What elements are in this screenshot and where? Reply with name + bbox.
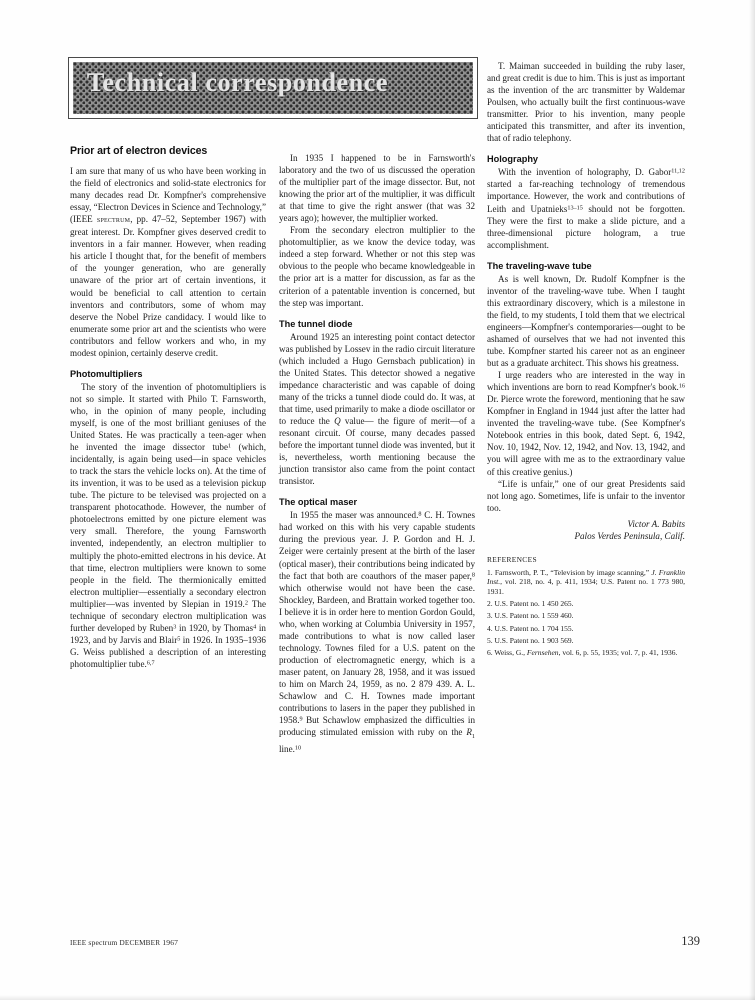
column-one — [70, 145, 266, 670]
r-subscript: 1 — [471, 732, 475, 740]
ref-text-a: U.S. Patent no. 1 450 265. — [494, 599, 574, 609]
optical-maser-paragraph-2: T. Maiman succeeded in building the ruby laser, and great credit is due to him. This is just as important as the invention of the arc transmitter by Waldemar Poulsen, who actually built the first continuous-wave transmitter. Prior to his invention, many people anticipated this transmitter, and after its invention, that of radio telephony. — [487, 61, 685, 144]
pm-text-c: The technique of secondary electron multiplication was further developed by Ruben — [70, 598, 266, 633]
hg-text-b: started a far-reaching technology of tremendous importance. However, the work and contributions of Leith and Upatnieks — [487, 179, 685, 214]
ref-journal: J. Franklin Inst. — [487, 567, 686, 587]
footnote-ref-16: 16 — [678, 382, 685, 390]
ref-text-b: , vol. 6, p. 55, 1935; vol. 7, p. 41, 1936. — [558, 648, 678, 658]
footnote-ref-11-12: 11,12 — [671, 167, 685, 175]
pm-text-e: in 1923, and by Jarvis and Blair — [70, 622, 266, 645]
tunnel-diode-paragraph-1 — [279, 331, 475, 488]
signature-block — [487, 518, 685, 542]
footnote-ref-10: 10 — [294, 744, 302, 752]
reference-item — [487, 611, 685, 621]
om-text-a: In 1955 the maser was announced. — [290, 510, 419, 521]
footnote-ref-8: 8 — [418, 510, 422, 518]
scan-edge-right — [749, 0, 755, 1000]
ref-journal: Fernsehen — [526, 648, 559, 658]
ref-text-b: , vol. 218, no. 4, p. 411, 1934; U.S. Patent no. 1 773 980, 1931. — [487, 577, 685, 596]
hg-text-a: With the invention of holography, D. Gabor — [498, 167, 672, 178]
references-block — [487, 555, 685, 658]
footer-spectrum: spectrum — [86, 938, 120, 947]
photomultipliers-paragraph-2: In 1935 I happened to be in Farnsworth's laboratory and the two of us discussed the operation of the multiplier part of the image dissector. But, not knowing the prior art of the multiplier, it was difficult at that time to give the right answer (that was 32 years ago); however, the multiplier worked. — [279, 153, 475, 224]
references-heading: REFERENCES — [487, 554, 537, 564]
footnote-ref-4: 4 — [253, 623, 257, 631]
ref-text-a: U.S. Patent no. 1 903 569. — [494, 635, 574, 645]
hg-text-c: should not be forgotten. They were the first to make a slide picture, and a three-dimensional picture hologram, a true accomplishment. — [487, 203, 685, 250]
ref-number: 3. — [487, 611, 493, 621]
footer-year: 1967 — [160, 938, 179, 947]
twt-text-a: I urge readers who are interested in the way in which inventions are born to read Kompfner's book. — [487, 370, 685, 393]
footnote-ref-5: 5 — [177, 635, 181, 643]
section-heading-tunnel-diode: The tunnel diode — [279, 318, 353, 329]
scan-edge-bottom — [0, 995, 755, 1000]
reference-item — [487, 568, 685, 597]
reference-item — [487, 636, 685, 646]
footnote-ref-1: 1 — [228, 442, 232, 450]
pm-text-d: in 1920, by Thomas — [176, 622, 254, 633]
footnote-ref-2: 2 — [244, 599, 248, 607]
twt-text-b: Dr. Pierce wrote the foreword, mentioning that he saw Kompfner in England in 1944 just after the latter had invented the traveling-wave tube. (See Kompfner's Notebook entries in this book, dated Sept. 6, 1942, Nov. 10, 1942, Nov. 12, 1942, and Nov. 13, 1942, and you will agree with me as to the extraordinary value of this creative genius.) — [487, 394, 685, 477]
pm-text-b: (which, incidentally, is again being used—in space vehicles to track the stars the vehicle locks on). At the time of its invention, it was to be used as a television pickup tube. The picture to be televised was projected on a transparent photocathode. However, the number of photoelectrons emitted by one picture element was very small. Therefore, the young Farnsworth invented, independently, an electron multiplier to multiply the photo-emitted electrons in his device. At that time, electron multipliers were known to some people in the field. The thermionically emitted electron multiplier—essentially a secondary electron multiplier—was invented by Slepian in 1919. — [70, 442, 266, 609]
twt-paragraph-3: “Life is unfair,” one of our great Presidents said not long ago. Sometimes, life is unfair to the inventor too. — [487, 478, 685, 513]
om-text-c: which otherwise would not have been the case. Shockley, Bardeen, and Brattain worked together too. I believe it is in order here to mention Gordon Gould, who, when working at Columbia University in 1957, made contributions to what is now called laser technology. Townes filed for a U.S. patent on the production of electromagnetic energy, which is a maser patent, on January 28, 1958, and it was issued to him on March 24, 1959, as no. 2 879 439. A. L. Schawlow and C. H. Townes made important contributions to lasers in the paper they published in 1958. — [279, 582, 475, 726]
footnote-ref-3: 3 — [173, 623, 177, 631]
twt-paragraph-1: As is well known, Dr. Rudolf Kompfner is the inventor of the traveling-wave tube. When I taught this extraordinary discovery, which is a milestone in the field, to my students, I told them that we electrical engineers—Kompfner's contemporaries—ought to be ashamed of ourselves that we had not invented this tube. Kompfner started his career not as an engineer but as a graduate architect. This shows his greatness. — [487, 273, 685, 369]
footnote-ref-6: 6,7 — [146, 659, 155, 667]
ref-number: 6. — [487, 648, 493, 658]
footnote-ref-13-15: 13–15 — [567, 203, 583, 211]
ref-number: 5. — [487, 635, 493, 645]
twt-paragraph-2 — [487, 369, 685, 477]
ref-text-a: Weiss, G., — [494, 648, 527, 658]
spectrum-smallcaps: spectrum — [96, 215, 131, 225]
ref-text-a: U.S. Patent no. 1 704 155. — [494, 623, 574, 633]
banner-title: Technical correspondence — [87, 68, 389, 97]
author-location: Palos Verdes Peninsula, Calif. — [574, 530, 685, 541]
page-number: 139 — [681, 934, 700, 948]
td-text-a: Around 1925 an interesting point contact detector was published by Lossev in the radio circuit literature (which included a Hugo Gernsbach publication) in the United States. This detector showed a negative impedance characteristic and was capable of doing many of the tricks a tunnel diode could do. It was, at that time, used primarily to make a diode oscillator or to reduce the — [279, 331, 475, 426]
halftone-texture — [73, 62, 473, 114]
section-heading-traveling-wave-tube: The traveling-wave tube — [487, 260, 592, 271]
ref-text-a: U.S. Patent no. 1 559 460. — [494, 611, 574, 621]
ref-text-a: Farnsworth, P. T., “Television by image scanning,” — [494, 567, 652, 577]
photomultipliers-paragraph-3: From the secondary electron multiplier to the photomultiplier, as we know the device today, was indeed a step forward. Whether or not this step was obvious to the people who became knowledgeable in the prior art is a matter for discussion, as far as the criterion of a patentable invention is concerned, but the step was important. — [279, 225, 475, 308]
para-text-a: I am sure that many of us who have been working in the field of electronics and solid-state electronics for many decades read Dr. Kompfner's comprehensive essay, “Electron Devices in Science and Technology,” (IEEE — [70, 166, 266, 225]
footnote-ref-8b: 8 — [471, 570, 475, 578]
section-heading-photomultipliers: Photomultipliers — [70, 368, 143, 379]
article-title: Prior art of electron devices — [70, 145, 208, 157]
ref-number: 4. — [487, 623, 493, 633]
section-heading-holography: Holography — [487, 154, 539, 165]
reference-item — [487, 648, 685, 658]
footnote-ref-9: 9 — [299, 715, 303, 723]
article-paragraph-1 — [70, 165, 266, 359]
om-text-d: But Schawlow emphasized the difficulties in producing stimulated emission with ruby on the — [279, 715, 475, 738]
r-symbol: R — [466, 727, 472, 738]
author-name: Victor A. Babits — [627, 518, 685, 529]
pm-text-a: The story of the invention of photomultipliers is not so simple. It started with Philo T. Farnsworth, who, in the opinion of many people, including myself, is one of the most brilliant geniuses of the United States. He was practically a teen-ager when he invented the image dissector tube — [70, 381, 266, 453]
om-text-b: C. H. Townes had worked on this with his very capable students during the previous year. J. P. Gordon and H. J. Zeiger were certainly present at the birth of the laser (optical maser), their contributions being indicated by the fact that both are coauthors of the maser paper, — [279, 510, 475, 581]
para-text-b: , pp. 47–52, September 1967) with great interest. Dr. Kompfner gives deserved credit to inventors in a fair manner. However, when reading his article I thought that, for the benefit of members of the younger generation, who are generally unaware of the prior art of certain inventions, it would be beneficial to call attention to certain inventors and contributors, some of whom may deserve the Nobel Prize candidacy. I would like to enumerate some prior art and the scientists who were contributors and fellow workers and who, in my modest opinion, certainly deserve credit. — [70, 214, 266, 358]
ref-number: 2. — [487, 599, 493, 609]
photomultipliers-paragraph-1 — [70, 381, 266, 670]
ref-number: 1. — [487, 567, 493, 577]
footer-publication: IEEE — [70, 939, 87, 947]
pm-text-f: in 1926. In 1935–1936 G. Weiss published a description of an interesting photomultiplier tube. — [70, 634, 266, 669]
reference-item — [487, 624, 685, 634]
masthead-banner — [68, 57, 478, 119]
q-symbol: Q — [334, 415, 341, 426]
td-text-b: value— the figure of merit—of a resonant circuit. Of course, many decades passed before the important tunnel diode was invented, but it is, nevertheless, worth mentioning because the junction transistor also came from the point contact transistor. — [279, 415, 475, 487]
footer-issue-month: DECEMBER — [119, 939, 161, 947]
column-two — [279, 152, 475, 755]
column-three — [487, 60, 685, 661]
reference-item — [487, 599, 685, 609]
page-footer — [70, 938, 178, 947]
om-text-e: line. — [279, 744, 295, 755]
holography-paragraph-1 — [487, 166, 685, 250]
optical-maser-paragraph-1 — [279, 509, 475, 755]
section-heading-optical-maser: The optical maser — [279, 497, 358, 508]
